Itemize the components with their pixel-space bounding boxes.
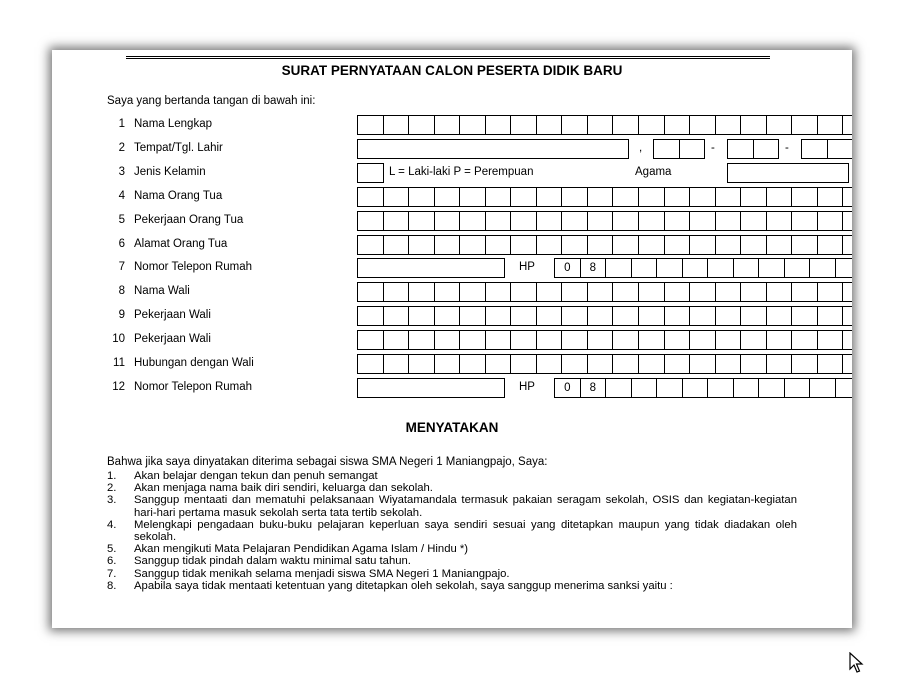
letter-box[interactable] [689, 115, 716, 135]
letter-box[interactable] [587, 330, 614, 350]
letter-box[interactable] [459, 306, 486, 326]
letter-box[interactable] [842, 187, 852, 207]
hp-digit-box[interactable]: 0 [554, 258, 581, 278]
hp-digit-box[interactable] [733, 378, 760, 398]
field-label: Tempat/Tgl. Lahir [134, 141, 223, 154]
letter-box[interactable] [715, 330, 742, 350]
hp-digit-box[interactable] [656, 378, 683, 398]
list-item-number: 6. [107, 555, 117, 568]
letter-box[interactable] [408, 306, 435, 326]
letter-box[interactable] [791, 330, 818, 350]
letter-box[interactable] [740, 235, 767, 255]
letter-box-group [357, 211, 852, 231]
letter-box[interactable] [434, 282, 461, 302]
letter-box[interactable] [561, 235, 588, 255]
field-label: Nomor Telepon Rumah [134, 380, 253, 393]
letter-box[interactable] [612, 187, 639, 207]
hp-digit-box[interactable] [682, 258, 709, 278]
birth-day-box-group [653, 139, 705, 159]
letter-box-group [357, 354, 852, 374]
letter-box[interactable] [357, 235, 384, 255]
letter-box[interactable] [536, 115, 563, 135]
letter-box[interactable] [689, 187, 716, 207]
letter-box[interactable] [383, 211, 410, 231]
field-label: Pekerjaan Wali [134, 309, 211, 322]
letter-box[interactable] [357, 282, 384, 302]
list-item-text: Akan menjaga nama baik diri sendiri, keluarga dan sekolah. [134, 482, 433, 495]
letter-box[interactable] [485, 115, 512, 135]
letter-box[interactable] [612, 354, 639, 374]
religion-label: Agama [635, 165, 672, 178]
hp-digit-box[interactable] [733, 258, 760, 278]
date-separator: - [785, 141, 789, 154]
letter-box[interactable] [817, 211, 844, 231]
letter-box[interactable] [817, 235, 844, 255]
hp-digit-box[interactable] [631, 258, 658, 278]
hp-label: HP [519, 261, 535, 274]
row-number: 10 [112, 333, 125, 346]
hp-digit-box[interactable] [758, 378, 785, 398]
letter-box[interactable] [715, 306, 742, 326]
letter-box[interactable] [561, 330, 588, 350]
letter-box[interactable] [434, 187, 461, 207]
letter-box[interactable] [510, 235, 537, 255]
letter-box[interactable] [791, 187, 818, 207]
letter-box[interactable] [587, 187, 614, 207]
letter-box[interactable] [485, 282, 512, 302]
form-row [107, 163, 847, 183]
letter-box[interactable] [817, 282, 844, 302]
letter-box[interactable] [459, 282, 486, 302]
form-row [107, 115, 847, 135]
letter-box[interactable] [357, 211, 384, 231]
field-label: Nomor Telepon Rumah [134, 261, 253, 274]
letter-box[interactable] [842, 235, 852, 255]
hp-digit-box[interactable] [707, 258, 734, 278]
letter-box-group [357, 187, 852, 207]
birthplace-field[interactable] [357, 139, 629, 159]
gender-options: L = Laki-laki P = Perempuan [389, 165, 534, 178]
letter-box[interactable] [817, 306, 844, 326]
letter-box[interactable] [740, 282, 767, 302]
hp-digit-box[interactable] [605, 258, 632, 278]
list-item-number: 5. [107, 543, 117, 556]
list-item-number: 4. [107, 518, 117, 531]
hp-digit-box[interactable] [605, 378, 632, 398]
letter-box[interactable] [740, 354, 767, 374]
comma-separator: , [639, 141, 643, 154]
letter-box[interactable] [612, 115, 639, 135]
row-number: 12 [112, 380, 125, 393]
form-row [107, 330, 847, 350]
hp-digit-box-group [554, 378, 852, 398]
list-item [107, 470, 797, 482]
letter-box[interactable] [664, 282, 691, 302]
letter-box[interactable] [842, 354, 852, 374]
letter-box[interactable] [612, 330, 639, 350]
letter-box[interactable] [383, 282, 410, 302]
list-item-text: Sanggup mentaati dan mematuhi pelaksanaan Wiyatamandala termasuk pakaian seragam sekolah, OSIS dan kegiatan-kegiatan hari-hari pertama masuk sekolah serta tata tertib sekolah. [134, 494, 797, 519]
letter-box[interactable] [766, 330, 793, 350]
mouse-cursor-icon [849, 652, 865, 674]
letter-box[interactable] [383, 330, 410, 350]
letter-box[interactable] [817, 330, 844, 350]
row-number: 7 [118, 261, 125, 274]
letter-box[interactable] [740, 115, 767, 135]
form-row [107, 187, 847, 207]
form-row [107, 139, 847, 159]
list-item-number: 1. [107, 470, 117, 482]
letter-box[interactable] [715, 282, 742, 302]
letter-box[interactable] [383, 115, 410, 135]
letter-box[interactable] [587, 115, 614, 135]
letter-box[interactable] [689, 282, 716, 302]
letter-box[interactable] [766, 187, 793, 207]
row-number: 6 [118, 237, 125, 250]
letter-box-group [357, 235, 852, 255]
letter-box[interactable] [842, 330, 852, 350]
birth-month-box[interactable] [753, 139, 780, 159]
row-number: 2 [118, 141, 125, 154]
letter-box[interactable] [638, 235, 665, 255]
letter-box[interactable] [357, 187, 384, 207]
row-number: 1 [118, 118, 125, 130]
letter-box[interactable] [664, 354, 691, 374]
letter-box[interactable] [842, 211, 852, 231]
letter-box[interactable] [383, 187, 410, 207]
row-number: 11 [113, 357, 125, 369]
hp-digit-box[interactable] [784, 258, 811, 278]
letter-box[interactable] [357, 330, 384, 350]
list-item [107, 568, 797, 580]
letter-box[interactable] [536, 330, 563, 350]
letter-box[interactable] [561, 115, 588, 135]
field-label: Alamat Orang Tua [134, 237, 228, 250]
letter-box[interactable] [638, 187, 665, 207]
birth-day-box[interactable] [653, 139, 680, 159]
letter-box[interactable] [766, 282, 793, 302]
letter-box[interactable] [485, 306, 512, 326]
letter-box[interactable] [638, 282, 665, 302]
letter-box[interactable] [817, 354, 844, 374]
letter-box-group [357, 306, 852, 326]
letter-box[interactable] [664, 330, 691, 350]
list-item-text: Sanggup tidak menikah selama menjadi siswa SMA Negeri 1 Maniangpajo. [134, 567, 510, 580]
letter-box[interactable] [459, 187, 486, 207]
list-item [107, 555, 797, 567]
letter-box[interactable] [510, 354, 537, 374]
letter-box[interactable] [434, 115, 461, 135]
list-item-text: Sanggup tidak pindah dalam waktu minimal satu tahun. [134, 555, 411, 568]
letter-box[interactable] [715, 235, 742, 255]
letter-box[interactable] [510, 115, 537, 135]
letter-box[interactable] [510, 306, 537, 326]
hp-digit-box[interactable] [809, 258, 836, 278]
letter-box[interactable] [459, 330, 486, 350]
field-label: Jenis Kelamin [134, 165, 206, 178]
letter-box[interactable] [434, 235, 461, 255]
religion-field[interactable] [727, 163, 849, 183]
document-page [52, 50, 852, 628]
letter-box[interactable] [485, 235, 512, 255]
list-item [107, 482, 797, 494]
letter-box[interactable] [638, 330, 665, 350]
letter-box[interactable] [357, 115, 384, 135]
hp-digit-box-group [554, 258, 852, 278]
letter-box[interactable] [842, 115, 852, 135]
letter-box[interactable] [536, 306, 563, 326]
letter-box[interactable] [459, 115, 486, 135]
list-item [107, 580, 797, 592]
list-item-text: Akan mengikuti Mata Pelajaran Pendidikan Agama Islam / Hindu *) [134, 543, 469, 556]
hp-digit-box[interactable]: 0 [554, 378, 581, 398]
letter-box[interactable] [638, 211, 665, 231]
form-row [107, 211, 847, 231]
hp-digit-box[interactable] [784, 378, 811, 398]
hp-digit-box[interactable]: 8 [580, 258, 607, 278]
hp-label: HP [519, 380, 535, 393]
hp-digit-box[interactable] [835, 258, 852, 278]
letter-box[interactable] [408, 115, 435, 135]
birth-year-box[interactable] [827, 139, 852, 159]
field-label: Nama Lengkap [134, 118, 212, 130]
letter-box[interactable] [510, 211, 537, 231]
letter-box[interactable] [689, 235, 716, 255]
letter-box[interactable] [612, 235, 639, 255]
header-rule [126, 56, 770, 59]
letter-box[interactable] [791, 282, 818, 302]
hp-digit-box[interactable] [809, 378, 836, 398]
list-item [107, 543, 797, 555]
row-number: 5 [118, 213, 125, 226]
field-label: Nama Wali [134, 285, 190, 298]
letter-box[interactable] [408, 282, 435, 302]
letter-box[interactable] [740, 211, 767, 231]
letter-box[interactable] [791, 354, 818, 374]
letter-box[interactable] [638, 306, 665, 326]
letter-box[interactable] [766, 354, 793, 374]
home-phone-field[interactable] [357, 378, 505, 398]
list-item-number: 2. [107, 482, 117, 495]
letter-box[interactable] [536, 235, 563, 255]
letter-box[interactable] [485, 211, 512, 231]
gender-box[interactable] [357, 163, 384, 183]
letter-box[interactable] [715, 211, 742, 231]
letter-box[interactable] [766, 211, 793, 231]
letter-box[interactable] [485, 330, 512, 350]
hp-digit-box[interactable] [835, 378, 852, 398]
letter-box[interactable] [612, 306, 639, 326]
letter-box[interactable] [638, 354, 665, 374]
birth-year-box-group [801, 139, 852, 159]
letter-box[interactable] [689, 354, 716, 374]
form-row [107, 235, 847, 255]
gender-box-group [357, 163, 384, 183]
letter-box[interactable] [561, 354, 588, 374]
letter-box[interactable] [536, 354, 563, 374]
letter-box[interactable] [638, 115, 665, 135]
letter-box[interactable] [485, 187, 512, 207]
letter-box[interactable] [536, 187, 563, 207]
letter-box[interactable] [408, 330, 435, 350]
form-row [107, 378, 847, 398]
row-number: 3 [118, 165, 125, 178]
statement-text: Bahwa jika saya dinyatakan diterima sebagai siswa SMA Negeri 1 Maniangpajo, Saya: [107, 456, 548, 468]
letter-box-group [357, 330, 852, 350]
letter-box[interactable] [357, 306, 384, 326]
letter-box[interactable] [408, 354, 435, 374]
letter-box[interactable] [817, 187, 844, 207]
letter-box[interactable] [383, 354, 410, 374]
letter-box[interactable] [791, 235, 818, 255]
letter-box[interactable] [689, 306, 716, 326]
letter-box[interactable] [434, 330, 461, 350]
letter-box[interactable] [561, 306, 588, 326]
letter-box[interactable] [536, 282, 563, 302]
form-row [107, 306, 847, 326]
list-item-number: 3. [107, 494, 117, 507]
letter-box[interactable] [383, 306, 410, 326]
row-number: 9 [118, 309, 125, 322]
letter-box[interactable] [408, 187, 435, 207]
letter-box[interactable] [791, 115, 818, 135]
letter-box[interactable] [587, 211, 614, 231]
letter-box[interactable] [664, 211, 691, 231]
letter-box[interactable] [485, 354, 512, 374]
birth-day-box[interactable] [679, 139, 706, 159]
letter-box[interactable] [612, 282, 639, 302]
letter-box[interactable] [561, 211, 588, 231]
letter-box[interactable] [587, 235, 614, 255]
letter-box[interactable] [434, 354, 461, 374]
list-item-number: 7. [107, 567, 117, 580]
letter-box[interactable] [817, 115, 844, 135]
list-item-number: 8. [107, 579, 117, 592]
birth-year-box[interactable] [801, 139, 828, 159]
letter-box-group [357, 115, 852, 135]
letter-box[interactable] [536, 211, 563, 231]
letter-box[interactable] [664, 187, 691, 207]
letter-box[interactable] [510, 330, 537, 350]
letter-box[interactable] [587, 354, 614, 374]
letter-box[interactable] [587, 306, 614, 326]
letter-box[interactable] [740, 306, 767, 326]
letter-box[interactable] [664, 306, 691, 326]
field-label: Hubungan dengan Wali [134, 357, 254, 369]
hp-digit-box[interactable] [758, 258, 785, 278]
letter-box[interactable] [689, 330, 716, 350]
home-phone-field[interactable] [357, 258, 505, 278]
letter-box[interactable] [408, 211, 435, 231]
hp-digit-box[interactable] [631, 378, 658, 398]
letter-box[interactable] [664, 115, 691, 135]
letter-box[interactable] [408, 235, 435, 255]
letter-box[interactable] [383, 235, 410, 255]
letter-box[interactable] [459, 211, 486, 231]
letter-box[interactable] [434, 306, 461, 326]
letter-box[interactable] [740, 330, 767, 350]
statement-list [107, 470, 797, 592]
document-title: SURAT PERNYATAAN CALON PESERTA DIDIK BARU [281, 63, 623, 78]
form-row [107, 258, 847, 278]
date-separator: - [711, 141, 715, 154]
field-label: Nama Orang Tua [134, 189, 223, 202]
list-item-text: Melengkapi pengadaan buku-buku pelajaran keperluan saya sendiri sesuai yang ditetapkan maupun yang tidak diadakan oleh sekolah. [134, 518, 797, 544]
list-item [107, 494, 797, 518]
letter-box[interactable] [561, 187, 588, 207]
list-item [107, 519, 797, 543]
letter-box[interactable] [766, 115, 793, 135]
letter-box[interactable] [842, 282, 852, 302]
letter-box[interactable] [689, 211, 716, 231]
letter-box-group [357, 282, 852, 302]
letter-box[interactable] [715, 187, 742, 207]
section-heading: MENYATAKAN [405, 420, 499, 435]
birth-month-box-group [727, 139, 779, 159]
form-row [107, 354, 847, 374]
letter-box[interactable] [766, 306, 793, 326]
field-label: Pekerjaan Wali [134, 333, 211, 346]
letter-box[interactable] [561, 282, 588, 302]
row-number: 4 [118, 189, 125, 202]
letter-box[interactable] [766, 235, 793, 255]
letter-box[interactable] [612, 211, 639, 231]
letter-box[interactable] [587, 282, 614, 302]
intro-text: Saya yang bertanda tangan di bawah ini: [107, 95, 316, 107]
list-item-text: Akan belajar dengan tekun dan penuh semangat [134, 470, 378, 482]
letter-box[interactable] [357, 354, 384, 374]
letter-box[interactable] [715, 115, 742, 135]
field-label: Pekerjaan Orang Tua [134, 213, 244, 226]
hp-digit-box[interactable]: 8 [580, 378, 607, 398]
letter-box[interactable] [510, 187, 537, 207]
letter-box[interactable] [664, 235, 691, 255]
list-item-text: Apabila saya tidak mentaati ketentuan yang ditetapkan oleh sekolah, saya sanggup menerima sanksi yaitu : [134, 579, 673, 592]
hp-digit-box[interactable] [707, 378, 734, 398]
letter-box[interactable] [791, 211, 818, 231]
letter-box[interactable] [715, 354, 742, 374]
letter-box[interactable] [740, 187, 767, 207]
letter-box[interactable] [459, 235, 486, 255]
letter-box[interactable] [510, 282, 537, 302]
form-row [107, 282, 847, 302]
letter-box[interactable] [459, 354, 486, 374]
letter-box[interactable] [434, 211, 461, 231]
row-number: 8 [118, 285, 125, 298]
letter-box[interactable] [791, 306, 818, 326]
birth-month-box[interactable] [727, 139, 754, 159]
hp-digit-box[interactable] [656, 258, 683, 278]
letter-box[interactable] [842, 306, 852, 326]
hp-digit-box[interactable] [682, 378, 709, 398]
